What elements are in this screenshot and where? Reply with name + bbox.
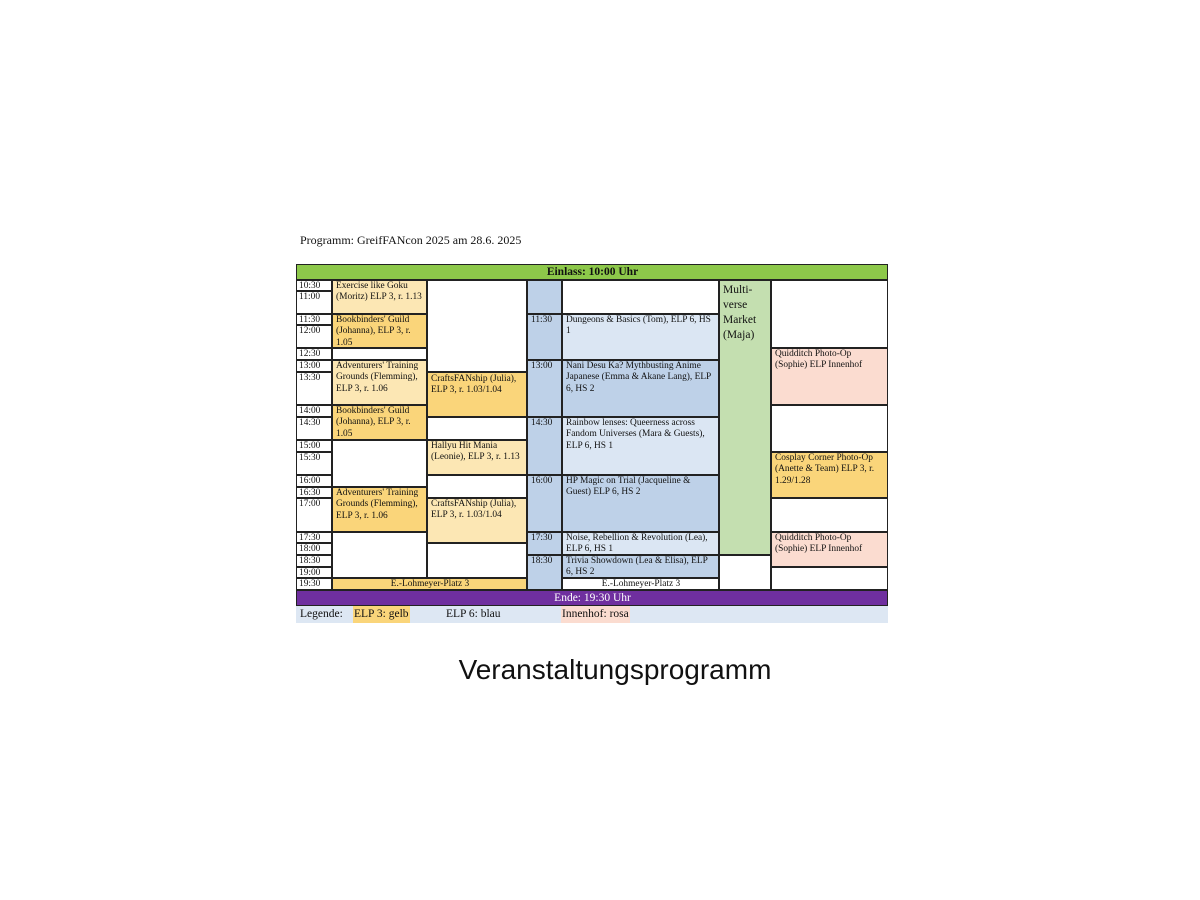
elp6-time: 13:00 [527, 360, 562, 417]
schedule-table [296, 264, 888, 623]
legend-elp3: ELP 3: gelb [353, 606, 410, 623]
empty-slot [771, 498, 888, 532]
event-dungeons-and-basics: Dungeons & Basics (Tom), ELP 6, HS 1 [562, 314, 719, 360]
time-slot: 14:30 [296, 417, 332, 440]
legend-innenhof: Innenhof: rosa [561, 606, 630, 623]
event-cosplay-corner: Cosplay Corner Photo-Op (Anette & Team) ELP 3, r. 1.29/1.28 [771, 452, 888, 498]
elp3-location: E.-Lohmeyer-Platz 3 [332, 578, 527, 590]
event-bookbinders-guild: Bookbinders' Guild (Johanna), ELP 3, r. 1.05 [332, 405, 427, 440]
empty-slot [771, 567, 888, 590]
time-slot: 18:00 [296, 543, 332, 555]
event-adventurers-training-grounds: Adventurers' Training Grounds (Flemming), ELP 3, r. 1.06 [332, 360, 427, 405]
event-noise-rebellion-revolution: Noise, Rebellion & Revolution (Lea), ELP 6, HS 1 [562, 532, 719, 555]
elp6-location: E.-Lohmeyer-Platz 3 [562, 578, 719, 590]
time-slot: 12:00 [296, 325, 332, 348]
document-title: Programm: GreifFANcon 2025 am 28.6. 2025 [300, 233, 522, 247]
elp6-time: 14:30 [527, 417, 562, 475]
empty-slot [562, 280, 719, 314]
event-multiverse-market: Multi-verse Market (Maja) [719, 280, 771, 555]
time-slot: 17:00 [296, 498, 332, 532]
event-nani-desu-ka: Nani Desu Ka? Mythbusting Anime Japanese (Emma & Akane Lang), ELP 6, HS 2 [562, 360, 719, 417]
time-slot: 18:30 [296, 555, 332, 567]
empty-slot [332, 532, 427, 578]
empty-slot [427, 475, 527, 498]
time-slot: 10:30 [296, 280, 332, 291]
time-slot: 13:30 [296, 372, 332, 405]
empty-slot [427, 417, 527, 440]
time-slot: 13:00 [296, 360, 332, 372]
event-hp-magic-on-trial: HP Magic on Trial (Jacqueline & Guest) ELP 6, HS 2 [562, 475, 719, 532]
event-quidditch-photo-op: Quidditch Photo-Op (Sophie) ELP Innenhof [771, 532, 888, 567]
time-slot: 16:30 [296, 487, 332, 498]
time-slot: 15:00 [296, 440, 332, 452]
image-caption: Veranstaltungsprogramm [458, 654, 772, 685]
empty-slot [771, 405, 888, 452]
time-slot: 15:30 [296, 452, 332, 475]
empty-slot [719, 555, 771, 590]
event-adventurers-training-grounds: Adventurers' Training Grounds (Flemming), ELP 3, r. 1.06 [332, 487, 427, 532]
event-hallyu-hit-mania: Hallyu Hit Mania (Leonie), ELP 3, r. 1.13 [427, 440, 527, 475]
legend-elp6: ELP 6: blau [446, 608, 501, 620]
legend [296, 606, 888, 623]
time-slot: 12:30 [296, 348, 332, 360]
entry-header: Einlass: 10:00 Uhr [296, 264, 888, 280]
end-footer: Ende: 19:30 Uhr [296, 590, 888, 606]
elp6-time: 16:00 [527, 475, 562, 532]
elp6-time: 11:30 [527, 314, 562, 360]
time-slot: 16:00 [296, 475, 332, 487]
empty-slot [332, 348, 427, 360]
elp6-time: 17:30 [527, 532, 562, 555]
time-slot: 14:00 [296, 405, 332, 417]
time-slot: 19:30 [296, 578, 332, 590]
event-exercise-like-goku: Exercise like Goku (Moritz) ELP 3, r. 1.13 [332, 280, 427, 314]
time-slot: 11:00 [296, 291, 332, 314]
time-slot: 11:30 [296, 314, 332, 325]
empty-slot [427, 543, 527, 578]
empty-slot [332, 440, 427, 487]
event-bookbinders-guild: Bookbinders' Guild (Johanna), ELP 3, r. 1.05 [332, 314, 427, 348]
legend-label: Legende: [300, 608, 343, 620]
empty-slot [771, 280, 888, 348]
event-craftsfanship: CraftsFANship (Julia), ELP 3, r. 1.03/1.04 [427, 498, 527, 543]
time-slot: 19:00 [296, 567, 332, 578]
time-slot: 17:30 [296, 532, 332, 543]
event-craftsfanship: CraftsFANship (Julia), ELP 3, r. 1.03/1.04 [427, 372, 527, 417]
event-trivia-showdown: Trivia Showdown (Lea & Elisa), ELP 6, HS 2 [562, 555, 719, 578]
event-rainbow-lenses: Rainbow lenses: Queerness across Fandom Universes (Mara & Guests), ELP 6, HS 1 [562, 417, 719, 475]
elp6-time: 18:30 [527, 555, 562, 590]
event-quidditch-photo-op: Quidditch Photo-Op (Sophie) ELP Innenhof [771, 348, 888, 405]
elp6-time-empty [527, 280, 562, 314]
empty-slot [427, 280, 527, 372]
